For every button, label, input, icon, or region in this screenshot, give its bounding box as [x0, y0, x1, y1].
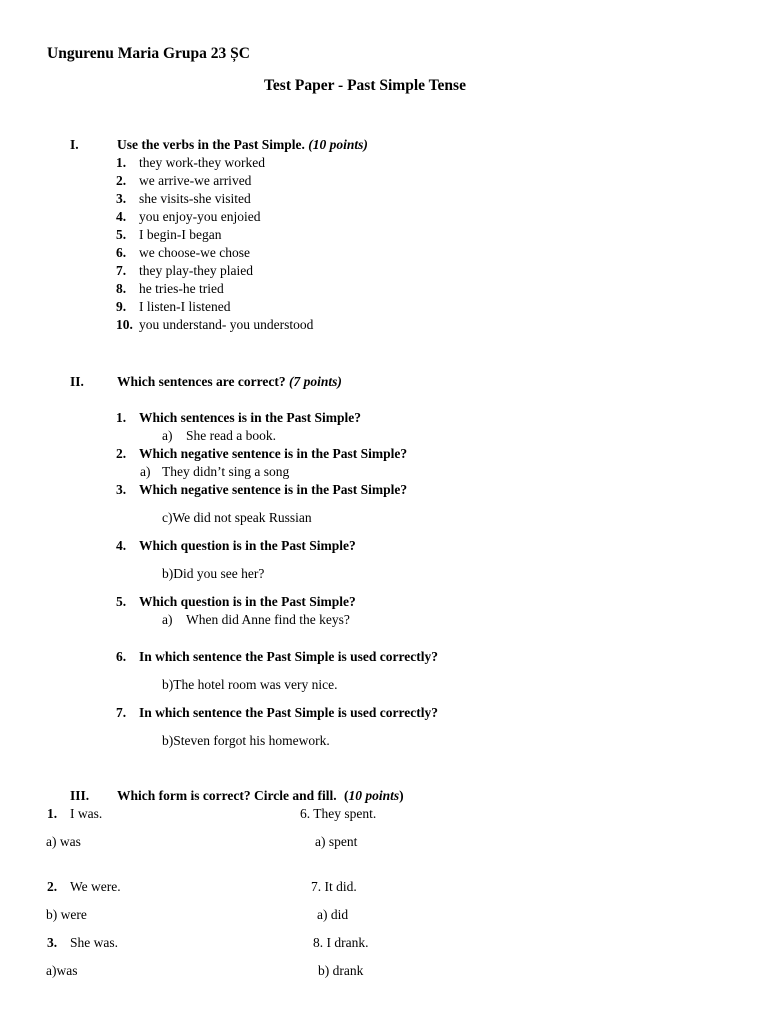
s2-q1-answer-letter: a): [162, 428, 173, 443]
s2-q6-text: In which sentence the Past Simple is used correctly?: [139, 649, 438, 664]
s3-right-3-answer: b) drank: [318, 963, 364, 978]
s2-q3-number: 3.: [116, 482, 127, 497]
s2-q5-answer-letter: a): [162, 612, 173, 627]
section1-numeral: I.: [70, 137, 79, 152]
section3-points-open: (: [343, 788, 349, 803]
s2-q1-answer: She read a book.: [186, 428, 276, 443]
s3-left-1-number: 1.: [47, 806, 58, 821]
section2-instruction-text: Which sentences are correct?: [117, 374, 286, 389]
s1-item-5-number: 5.: [116, 227, 127, 242]
section3-numeral: III.: [70, 788, 90, 803]
s1-item-8-text: he tries-he tried: [139, 281, 224, 296]
s2-q4-answer: b)Did you see her?: [162, 566, 265, 581]
s3-left-3-text: She was.: [70, 935, 118, 950]
s1-item-9-number: 9.: [116, 299, 127, 314]
s1-item-6-text: we choose-we chose: [139, 245, 250, 260]
s3-right-2-answer: a) did: [317, 907, 349, 922]
s3-right-3-text: 8. I drank.: [313, 935, 369, 950]
section1-points: (10 points): [308, 137, 368, 152]
s2-q1-number: 1.: [116, 410, 127, 425]
s2-q2-answer-letter: a): [140, 464, 151, 479]
s1-item-4-number: 4.: [116, 209, 127, 224]
s2-q3-answer: c)We did not speak Russian: [162, 510, 312, 525]
s1-item-9-text: I listen-I listened: [139, 299, 231, 314]
s2-q7-text: In which sentence the Past Simple is used correctly?: [139, 705, 438, 720]
s3-right-2-text: 7. It did.: [311, 879, 357, 894]
s2-q7-number: 7.: [116, 705, 127, 720]
s2-q5-answer: When did Anne find the keys?: [186, 612, 350, 627]
section1-instruction-text: Use the verbs in the Past Simple.: [117, 137, 305, 152]
s1-item-3-number: 3.: [116, 191, 127, 206]
author-line: Ungurenu Maria Grupa 23 ȘC: [47, 45, 250, 62]
s1-item-6-number: 6.: [116, 245, 127, 260]
s2-q4-number: 4.: [116, 538, 127, 553]
s2-q5-number: 5.: [116, 594, 127, 609]
section2-points: (7 points): [288, 374, 342, 389]
section2-numeral: II.: [70, 374, 84, 389]
s1-item-1-number: 1.: [116, 155, 127, 170]
s2-q5-text: Which question is in the Past Simple?: [139, 594, 356, 609]
section3-instruction-text: Which form is correct? Circle and fill.: [117, 788, 337, 803]
s1-item-1-text: they work-they worked: [139, 155, 265, 170]
s2-q2-text: Which negative sentence is in the Past Simple?: [139, 446, 408, 461]
s2-q3-text: Which negative sentence is in the Past Simple?: [139, 482, 408, 497]
s2-q1-text: Which sentences is in the Past Simple?: [139, 410, 362, 425]
s2-q6-number: 6.: [116, 649, 127, 664]
s1-item-10-text: you understand- you understood: [139, 317, 314, 332]
s3-left-2-text: We were.: [70, 879, 121, 894]
page-title: Test Paper - Past Simple Tense: [264, 77, 466, 94]
s1-item-5-text: I begin-I began: [139, 227, 222, 242]
s1-item-3-text: she visits-she visited: [139, 191, 251, 206]
section2-instruction: [117, 374, 342, 390]
s1-item-2-text: we arrive-we arrived: [139, 173, 252, 188]
s2-q2-answer: They didn’t sing a song: [162, 464, 290, 479]
s3-left-1-text: I was.: [70, 806, 103, 821]
s1-item-8-number: 8.: [116, 281, 127, 296]
s1-item-10-number: 10.: [116, 317, 133, 332]
s1-item-4-text: you enjoy-you enjoied: [139, 209, 261, 224]
section3-instruction: [117, 788, 404, 804]
s3-left-2-answer: b) were: [46, 907, 87, 922]
s3-left-1-answer: a) was: [46, 834, 81, 849]
s2-q6-answer: b)The hotel room was very nice.: [162, 677, 338, 692]
section3-points: 10 points: [348, 788, 400, 803]
s2-q4-text: Which question is in the Past Simple?: [139, 538, 356, 553]
section3-points-close: ): [399, 788, 404, 803]
s2-q2-number: 2.: [116, 446, 127, 461]
s1-item-7-text: they play-they plaied: [139, 263, 253, 278]
s3-left-3-number: 3.: [47, 935, 58, 950]
s3-left-2-number: 2.: [47, 879, 58, 894]
s1-item-7-number: 7.: [116, 263, 127, 278]
s3-right-1-answer: a) spent: [315, 834, 358, 849]
s1-item-2-number: 2.: [116, 173, 127, 188]
s2-q7-answer: b)Steven forgot his homework.: [162, 733, 330, 748]
s3-right-1-text: 6. They spent.: [300, 806, 377, 821]
s3-left-3-answer: a)was: [46, 963, 78, 978]
section1-instruction: [117, 137, 368, 153]
